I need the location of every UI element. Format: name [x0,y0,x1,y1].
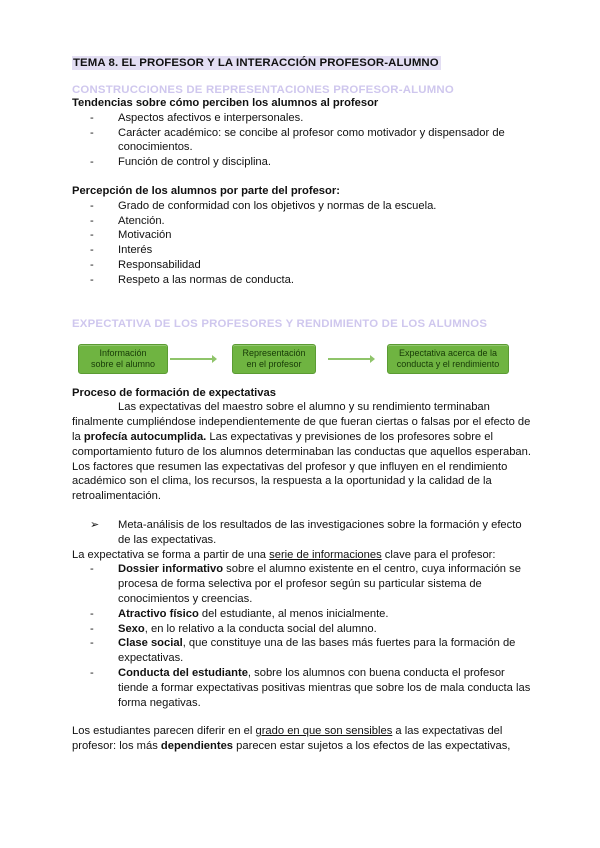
subheading-proceso: Proceso de formación de expectativas [72,386,276,399]
list-item: - Clase social, que constituye una de las bases más fuertes para la formación de expectativas. [72,636,532,666]
arrow-head-icon [212,355,217,363]
page-title: TEMA 8. EL PROFESOR Y LA INTERACCIÓN PROFESOR-ALUMNO [73,57,439,69]
list-item: - Atractivo físico del estudiante, al menos inicialmente. [72,607,532,622]
tendencias-list [72,111,532,170]
list-item: - Interés [72,243,532,258]
list-item: - Responsabilidad [72,258,532,273]
list-item: - Atención. [72,214,532,229]
list-item: - Función de control y disciplina. [72,155,532,170]
list-item: - Sexo, en lo relativo a la conducta social del alumno. [72,622,532,637]
list-item: ➢ Meta-análisis de los resultados de las investigaciones sobre la formación y efecto de las expectativas. [90,518,522,546]
meta-analysis-list [72,518,532,548]
subheading-tendencias: Tendencias sobre cómo perciben los alumnos al profesor [72,97,379,109]
list-item: - Dossier informativo sobre el alumno existente en el centro, cuya información se procesa de forma selectiva por el profesor según su particular sistema de conocimientos y creencias. [72,562,532,606]
percepcion-list [72,199,532,288]
arrowhead-bullet-icon: ➢ [90,518,100,531]
list-item: - Carácter académico: se concibe al profesor como motivador y dispensador de conocimientos. [72,126,532,156]
list-item: - Conducta del estudiante, sobre los alumnos con buena conducta el profesor tiende a formar expectativas positivas mientras que sobre los de mala conducta las forma negativas. [72,666,532,710]
expectation-flow-diagram [72,334,532,378]
section-heading-representaciones: CONSTRUCCIONES DE REPRESENTACIONES PROFESOR-ALUMNO [72,84,454,96]
series-intro: La expectativa se forma a partir de una serie de informaciones clave para el profesor: [72,548,496,561]
diagram-box-expectativa: Expectativa acerca de la conducta y el rendimiento [387,344,509,374]
arrow-icon [328,358,370,360]
arrow-head-icon [370,355,375,363]
arrow-icon [170,358,212,360]
section-heading-expectativa: EXPECTATIVA DE LOS PROFESORES Y RENDIMIENTO DE LOS ALUMNOS [72,317,488,330]
subheading-percepcion: Percepción de los alumnos por parte del profesor: [72,184,340,197]
proceso-paragraph: Las expectativas del maestro sobre el alumno y su rendimiento terminaban finalmente cumpliéndose independientemente de que fueran ciertas o falsas por el efecto de la profecía autocumplida. Las expectativas y previsiones de los profesores sobre el comportamiento futuro de los alumnos determinaban las conductas que aquellos esperaban. Los factores que resumen las expectativas del profesor y que influyen en el rendimiento académico son el clima, los recursos, la respuesta a la oportunidad y la calidad de la retroalimentación. [72,401,531,503]
list-item: - Motivación [72,228,532,243]
list-item: - Respeto a las normas de conducta. [72,273,532,288]
diagram-box-informacion: Información sobre el alumno [78,344,168,374]
list-item: - Grado de conformidad con los objetivos y normas de la escuela. [72,199,532,214]
diagram-box-representacion: Representación en el profesor [232,344,316,374]
closing-paragraph: Los estudiantes parecen diferir en el grado en que son sensibles a las expectativas del profesor: los más dependientes parecen estar sujetos a los efectos de las expectativas, [72,725,511,753]
factors-list [72,562,532,710]
list-item: - Aspectos afectivos e interpersonales. [72,111,532,126]
document-page [72,54,532,754]
